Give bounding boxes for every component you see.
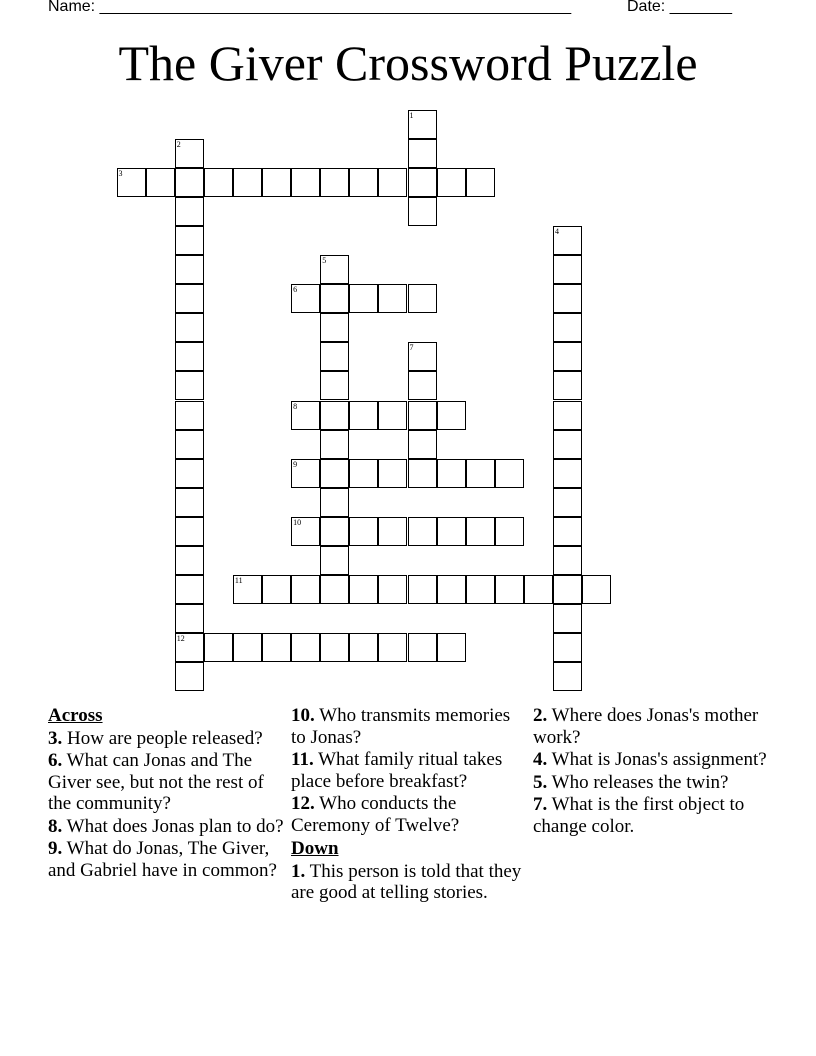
crossword-cell[interactable] (320, 284, 349, 313)
crossword-cell[interactable] (262, 168, 291, 197)
crossword-cell[interactable] (466, 575, 495, 604)
down-clue-1 (291, 861, 527, 904)
clue-number: 2. (533, 705, 548, 726)
crossword-cell[interactable] (175, 139, 204, 168)
crossword-cell[interactable] (175, 284, 204, 313)
crossword-cell[interactable] (291, 284, 320, 313)
crossword-cell[interactable] (408, 401, 437, 430)
clue-number-label: 3 (118, 168, 123, 178)
clue-number: 1. (291, 860, 306, 882)
crossword-cell[interactable] (378, 459, 407, 488)
crossword-cell[interactable] (378, 575, 407, 604)
crossword-cell[interactable] (495, 575, 524, 604)
crossword-cell[interactable] (349, 401, 378, 430)
crossword-cell[interactable] (437, 633, 466, 662)
clue-text: What does Jonas plan to do? (66, 815, 284, 837)
clue-number-label: 5 (322, 256, 327, 265)
crossword-cell[interactable] (175, 488, 204, 517)
crossword-cell[interactable] (175, 401, 204, 430)
clue-text: This person is told that they are good at telling stories. (291, 860, 522, 903)
clues-column-3 (533, 703, 769, 837)
crossword-cell[interactable] (146, 168, 175, 197)
crossword-cell[interactable] (378, 168, 407, 197)
crossword-cell[interactable] (408, 517, 437, 546)
clue-number-label: 4 (555, 226, 559, 236)
crossword-cell[interactable] (408, 168, 437, 197)
crossword-cell[interactable] (320, 517, 349, 546)
across-clue-3 (48, 728, 284, 750)
crossword-cell[interactable] (320, 575, 349, 604)
crossword-cell[interactable] (408, 110, 437, 139)
crossword-cell[interactable] (291, 633, 320, 662)
crossword-cell[interactable] (349, 633, 378, 662)
crossword-cell[interactable] (408, 633, 437, 662)
crossword-cell[interactable] (553, 371, 582, 400)
clue-number: 8. (48, 815, 63, 837)
crossword-cell[interactable] (553, 604, 582, 633)
crossword-cell[interactable] (553, 226, 582, 255)
down-clue-7 (533, 794, 769, 837)
across-clue-12 (291, 793, 527, 836)
crossword-cell[interactable] (175, 197, 204, 226)
crossword-cell[interactable] (408, 575, 437, 604)
crossword-cell[interactable] (320, 488, 349, 517)
crossword-cell[interactable] (291, 575, 320, 604)
crossword-cell[interactable] (320, 313, 349, 342)
crossword-cell[interactable] (175, 342, 204, 371)
clue-text: What do Jonas, The Giver, and Gabriel have in common? (48, 838, 277, 881)
crossword-cell[interactable] (408, 284, 437, 313)
crossword-cell[interactable] (553, 255, 582, 284)
crossword-cell[interactable] (175, 546, 204, 575)
crossword-cell[interactable] (349, 517, 378, 546)
crossword-cell[interactable] (175, 459, 204, 488)
crossword-cell[interactable] (320, 342, 349, 371)
crossword-cell[interactable] (204, 633, 233, 662)
clue-number-label: 6 (293, 285, 298, 295)
clue-number: 4. (533, 749, 548, 770)
crossword-cell[interactable] (408, 139, 437, 168)
crossword-cell[interactable] (553, 313, 582, 342)
crossword-cell[interactable] (495, 459, 524, 488)
crossword-cell[interactable] (262, 633, 291, 662)
clue-number-label: 10 (293, 517, 302, 527)
clues-column-1 (48, 703, 284, 881)
crossword-cell[interactable] (320, 633, 349, 662)
crossword-cell[interactable] (204, 168, 233, 197)
crossword-cell[interactable] (495, 517, 524, 546)
clues-column-2 (291, 703, 527, 904)
clue-number: 11. (291, 749, 314, 770)
clue-number-label: 11 (234, 576, 243, 586)
crossword-cell[interactable] (466, 459, 495, 488)
crossword-cell[interactable] (553, 633, 582, 662)
crossword-cell[interactable] (233, 633, 262, 662)
clue-number-label: 9 (293, 459, 298, 469)
crossword-cell[interactable] (553, 575, 582, 604)
crossword-cell[interactable] (291, 459, 320, 488)
across-clue-10 (291, 705, 527, 748)
crossword-cell[interactable] (175, 604, 204, 633)
crossword-cell[interactable] (175, 371, 204, 400)
clue-number: 6. (48, 750, 63, 771)
across-clue-9 (48, 838, 284, 881)
crossword-cell[interactable] (408, 197, 437, 226)
name-field[interactable]: Name: _____________________________________________________ (48, 0, 572, 15)
crossword-cell[interactable] (349, 168, 378, 197)
crossword-cell[interactable] (408, 430, 437, 459)
crossword-cell[interactable] (117, 168, 146, 197)
clue-number-label: 1 (409, 110, 414, 120)
crossword-cell[interactable] (408, 459, 437, 488)
crossword-cell[interactable] (553, 662, 582, 691)
clue-number: 12. (291, 793, 315, 814)
clue-text: What family ritual takes place before breakfast? (291, 749, 503, 792)
crossword-cell[interactable] (378, 284, 407, 313)
clue-number-label: 12 (176, 634, 185, 644)
clue-number: 5. (533, 771, 548, 793)
crossword-cell[interactable] (408, 371, 437, 400)
crossword-cell[interactable] (175, 226, 204, 255)
clue-number: 7. (533, 794, 548, 815)
crossword-cell[interactable] (553, 284, 582, 313)
crossword-cell[interactable] (466, 168, 495, 197)
crossword-cell[interactable] (437, 459, 466, 488)
down-clue-4 (533, 749, 769, 771)
clue-text: What is the first object to change color. (533, 794, 745, 837)
crossword-cell[interactable] (320, 459, 349, 488)
down-heading: Down (291, 838, 339, 859)
crossword-cell[interactable] (233, 575, 262, 604)
crossword-cell[interactable] (437, 575, 466, 604)
clue-text: What is Jonas's assignment? (551, 749, 767, 770)
clue-number-label: 8 (293, 401, 298, 411)
crossword-cell[interactable] (262, 575, 291, 604)
crossword-cell[interactable] (175, 255, 204, 284)
crossword-cell[interactable] (553, 342, 582, 371)
crossword-cell[interactable] (291, 168, 320, 197)
crossword-cell[interactable] (553, 546, 582, 575)
crossword-cell[interactable] (175, 575, 204, 604)
clue-text: Who releases the twin? (551, 771, 729, 793)
down-clue-2 (533, 705, 769, 748)
clue-text: How are people released? (67, 727, 263, 749)
crossword-cell[interactable] (291, 401, 320, 430)
clue-number-label: 2 (176, 139, 181, 149)
clue-number: 9. (48, 838, 63, 859)
crossword-cell[interactable] (437, 517, 466, 546)
clue-number: 10. (291, 705, 315, 726)
crossword-cell[interactable] (553, 488, 582, 517)
crossword-cell[interactable] (233, 168, 262, 197)
crossword-cell[interactable] (582, 575, 611, 604)
crossword-cell[interactable] (320, 371, 349, 400)
crossword-cell[interactable] (175, 313, 204, 342)
crossword-cell[interactable] (349, 284, 378, 313)
crossword-cell[interactable] (175, 633, 204, 662)
crossword-cell[interactable] (175, 517, 204, 546)
crossword-cell[interactable] (378, 401, 407, 430)
clue-number-label: 7 (409, 343, 414, 353)
crossword-cell[interactable] (466, 517, 495, 546)
crossword-cell[interactable] (437, 168, 466, 197)
date-field[interactable]: Date: _______ (627, 0, 732, 15)
down-clue-5 (533, 772, 769, 794)
clue-text: Who conducts the Ceremony of Twelve? (291, 793, 460, 836)
crossword-cell[interactable] (553, 517, 582, 546)
crossword-cell[interactable] (349, 459, 378, 488)
crossword-cell[interactable] (524, 575, 553, 604)
crossword-cell[interactable] (553, 459, 582, 488)
clue-text: Who transmits memories to Jonas? (291, 705, 511, 748)
crossword-cell[interactable] (437, 401, 466, 430)
crossword-cell[interactable] (320, 168, 349, 197)
crossword-cell[interactable] (320, 546, 349, 575)
across-clue-11 (291, 749, 527, 792)
clue-number: 3. (48, 727, 63, 749)
crossword-cell[interactable] (175, 662, 204, 691)
across-heading: Across (48, 705, 103, 726)
clue-text: Where does Jonas's mother work? (533, 705, 759, 748)
crossword-cell[interactable] (175, 430, 204, 459)
crossword-cell[interactable] (320, 401, 349, 430)
crossword-cell[interactable] (378, 633, 407, 662)
crossword-cell[interactable] (378, 517, 407, 546)
crossword-cell[interactable] (291, 517, 320, 546)
clue-text: What can Jonas and The Giver see, but not the rest of the community? (48, 750, 264, 814)
crossword-cell[interactable] (320, 430, 349, 459)
crossword-cell[interactable] (349, 575, 378, 604)
across-clue-8 (48, 816, 284, 838)
across-clue-6 (48, 750, 284, 815)
page-title: The Giver Crossword Puzzle (118, 35, 698, 91)
crossword-cell[interactable] (553, 430, 582, 459)
crossword-cell[interactable] (553, 401, 582, 430)
crossword-cell[interactable] (175, 168, 204, 197)
crossword-cell[interactable] (320, 255, 349, 284)
crossword-cell[interactable] (408, 342, 437, 371)
